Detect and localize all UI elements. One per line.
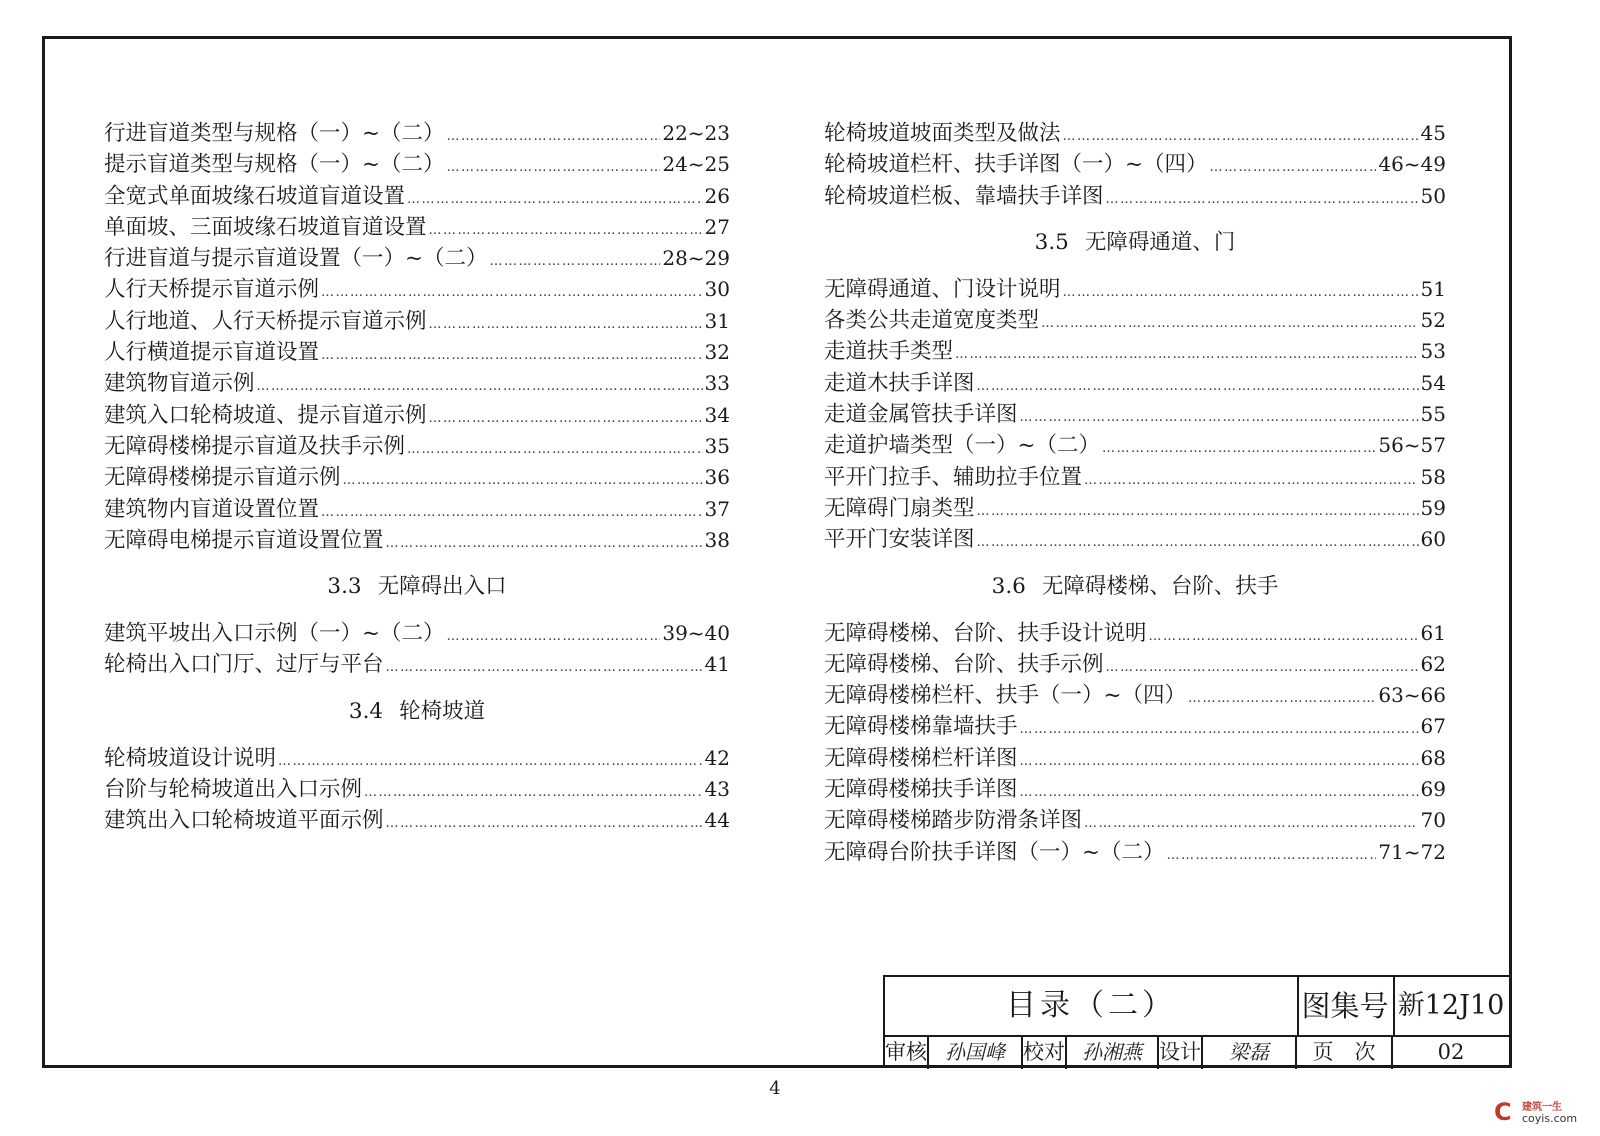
toc-entry-title: 建筑物内盲道设置位置 [104, 496, 320, 522]
toc-entry-page: 35 [704, 433, 730, 458]
toc-entry [824, 336, 1446, 367]
toc-entry-title: 无障碍楼梯提示盲道及扶手示例 [104, 433, 406, 459]
dot-leader [407, 184, 703, 215]
toc-entry [104, 400, 730, 431]
toc-entry-page: 52 [1420, 308, 1446, 333]
design-signature: 梁磊 [1203, 1035, 1297, 1069]
toc-entry [104, 494, 730, 525]
toc-entry [104, 368, 730, 399]
dot-leader [1020, 777, 1419, 808]
dot-leader [429, 309, 703, 340]
section-number: 3.5 [1034, 229, 1069, 255]
title-block-sign-row [885, 1035, 1509, 1069]
toc-entry [824, 743, 1446, 774]
toc-entry-title: 无障碍通道、门设计说明 [824, 276, 1061, 302]
toc-entry-title: 无障碍楼梯靠墙扶手 [824, 714, 1018, 740]
dot-leader [977, 527, 1419, 558]
dot-leader [257, 371, 703, 402]
toc-entry-title: 全宽式单面坡缘石坡道盲道设置 [104, 183, 406, 209]
toc-entry-title: 建筑入口轮椅坡道、提示盲道示例 [104, 402, 427, 428]
dot-leader [977, 496, 1419, 527]
dot-leader [1020, 746, 1419, 777]
toc-entry-title: 无障碍楼梯提示盲道示例 [104, 465, 341, 491]
toc-entry-title: 无障碍门扇类型 [824, 495, 975, 521]
dot-leader [343, 465, 703, 496]
toc-entry-page: 26 [704, 183, 730, 208]
toc-entry-title: 建筑出入口轮椅坡道平面示例 [104, 808, 384, 834]
dot-leader [386, 808, 703, 839]
dot-leader [955, 339, 1419, 370]
dot-leader [386, 652, 703, 683]
toc-entry-page: 63~66 [1378, 683, 1446, 708]
toc-entry-page: 28~29 [662, 246, 730, 271]
toc-entry-page: 46~49 [1378, 152, 1446, 177]
dot-leader [1167, 840, 1377, 871]
toc-entry [104, 462, 730, 493]
toc-entry-title: 无障碍电梯提示盲道设置位置 [104, 527, 384, 553]
dot-leader [321, 277, 703, 308]
toc-entry-title: 走道扶手类型 [824, 339, 954, 365]
toc-entry-title: 走道金属管扶手详图 [824, 402, 1018, 428]
watermark-url: coyis.com [1522, 1112, 1578, 1125]
dot-leader [447, 121, 661, 152]
toc-entry-title: 建筑物盲道示例 [104, 371, 255, 397]
dot-leader [364, 777, 703, 808]
toc-entry [824, 462, 1446, 493]
dot-leader [429, 215, 703, 246]
toc-entry [824, 837, 1446, 868]
dot-leader [278, 746, 703, 777]
toc-entry [104, 243, 730, 274]
toc-left-column [104, 118, 730, 837]
toc-entry-title: 无障碍楼梯踏步防滑条详图 [824, 808, 1083, 834]
toc-entry-title: 轮椅坡道栏板、靠墙扶手详图 [824, 183, 1104, 209]
toc-entry [824, 805, 1446, 836]
toc-entry [824, 524, 1446, 555]
toc-entry-title: 无障碍台阶扶手详图（一）~（二） [824, 839, 1165, 865]
dot-leader [1063, 121, 1419, 152]
section-title: 无障碍楼梯、台阶、扶手 [1041, 573, 1279, 599]
toc-entry-page: 36 [704, 465, 730, 490]
section-heading [104, 556, 730, 618]
toc-entry-title: 提示盲道类型与规格（一）~（二） [104, 152, 445, 178]
section-title: 无障碍出入口 [377, 574, 507, 600]
dot-leader [490, 246, 661, 277]
toc-entry-page: 51 [1420, 276, 1446, 301]
toc-entry-title: 人行天桥提示盲道示例 [104, 277, 320, 303]
toc-entry-page: 44 [704, 808, 730, 833]
toc-entry-title: 走道护墙类型（一）~（二） [824, 433, 1101, 459]
dot-leader [977, 371, 1419, 402]
watermark-name: 建筑一生 [1522, 1102, 1562, 1113]
section-number: 3.6 [991, 573, 1026, 599]
toc-entry [824, 618, 1446, 649]
title-block [883, 975, 1509, 1067]
toc-entry [104, 306, 730, 337]
toc-entry-page: 53 [1420, 339, 1446, 364]
toc-entry [104, 743, 730, 774]
toc-entry [824, 274, 1446, 305]
toc-entry-title: 无障碍楼梯扶手详图 [824, 777, 1018, 803]
toc-entry [104, 149, 730, 180]
toc-entry [824, 118, 1446, 149]
toc-entry-title: 人行地道、人行天桥提示盲道示例 [104, 308, 427, 334]
toc-entry-page: 27 [704, 214, 730, 239]
toc-entry [104, 618, 730, 649]
toc-entry [104, 649, 730, 680]
toc-entry-page: 68 [1420, 745, 1446, 770]
toc-entry [104, 181, 730, 212]
toc-entry [104, 774, 730, 805]
toc-entry [824, 399, 1446, 430]
dot-leader [447, 621, 661, 652]
toc-entry [824, 711, 1446, 742]
toc-entry-page: 32 [704, 340, 730, 365]
toc-entry-page: 70 [1420, 808, 1446, 833]
toc-entry-title: 无障碍楼梯栏杆、扶手（一）~（四） [824, 683, 1187, 709]
toc-entry [104, 525, 730, 556]
toc-entry-page: 41 [704, 652, 730, 677]
dot-leader [1149, 621, 1419, 652]
dot-leader [386, 528, 703, 559]
section-title: 无障碍通道、门 [1084, 229, 1236, 255]
toc-entry [824, 181, 1446, 212]
toc-entry-page: 62 [1420, 651, 1446, 676]
section-heading [104, 681, 730, 743]
section-number: 3.3 [327, 574, 362, 600]
dot-leader [1063, 277, 1419, 308]
atlas-number: 新12J10 [1397, 990, 1505, 1021]
drawing-title: 目录（二） [885, 977, 1299, 1035]
dot-leader [447, 152, 661, 183]
toc-entry-title: 人行横道提示盲道设置 [104, 340, 320, 366]
watermark-logo-icon: C [1494, 1098, 1512, 1126]
toc-entry-title: 轮椅出入口门厅、过厅与平台 [104, 652, 384, 678]
watermark [1494, 1096, 1598, 1128]
toc-entry-title: 平开门拉手、辅助拉手位置 [824, 464, 1083, 490]
toc-entry-page: 55 [1420, 402, 1446, 427]
check-signature: 孙湘燕 [1067, 1035, 1159, 1069]
toc-entry-page: 22~23 [662, 121, 730, 145]
toc-entry-page: 37 [704, 496, 730, 521]
dot-leader [321, 497, 703, 528]
section-number: 3.4 [348, 698, 384, 724]
check-label: 校对 [1023, 1035, 1067, 1069]
toc-entry-page: 38 [704, 527, 730, 552]
dot-leader [321, 340, 703, 371]
toc-entry-title: 建筑平坡出入口示例（一）~（二） [104, 621, 445, 647]
dot-leader [1084, 808, 1419, 839]
toc-entry [824, 368, 1446, 399]
toc-entry [824, 305, 1446, 336]
toc-entry [104, 274, 730, 305]
toc-entry-page: 43 [704, 777, 730, 802]
toc-entry [104, 805, 730, 836]
review-signature: 孙国峰 [929, 1035, 1023, 1069]
toc-entry-title: 台阶与轮椅坡道出入口示例 [104, 777, 363, 803]
toc-entry [104, 118, 730, 149]
section-title: 轮椅坡道 [399, 698, 486, 724]
toc-entry-title: 无障碍楼梯栏杆详图 [824, 745, 1018, 771]
toc-entry-page: 60 [1420, 527, 1446, 552]
dot-leader [1041, 308, 1419, 339]
toc-entry [104, 337, 730, 368]
toc-entry-page: 61 [1420, 620, 1446, 645]
page-label: 页 次 [1297, 1035, 1393, 1069]
toc-entry [824, 493, 1446, 524]
title-block-top-row [885, 977, 1509, 1037]
toc-entry-page: 31 [704, 308, 730, 333]
toc-entry-page: 59 [1420, 495, 1446, 520]
review-label: 审核 [885, 1035, 929, 1069]
toc-entry-title: 平开门安装详图 [824, 527, 975, 553]
toc-entry-page: 58 [1420, 464, 1446, 489]
toc-entry-page: 45 [1420, 121, 1446, 145]
toc-entry-page: 69 [1420, 777, 1446, 802]
toc-entry-page: 30 [704, 277, 730, 302]
toc-entry [824, 649, 1446, 680]
dot-leader [1106, 652, 1419, 683]
toc-entry-title: 行进盲道类型与规格（一）~（二） [104, 121, 445, 146]
dot-leader [1102, 433, 1376, 464]
atlas-number-label: 图集号 [1297, 977, 1395, 1035]
toc-entry [104, 431, 730, 462]
design-label: 设计 [1159, 1035, 1203, 1069]
toc-entry-title: 轮椅坡道坡面类型及做法 [824, 121, 1061, 146]
toc-entry [104, 212, 730, 243]
toc-entry-page: 34 [704, 402, 730, 427]
dot-leader [429, 403, 703, 434]
toc-entry [824, 774, 1446, 805]
sheet-page-number: 02 [1437, 1040, 1465, 1064]
dot-leader [1020, 714, 1419, 745]
toc-entry-title: 行进盲道与提示盲道设置（一）~（二） [104, 246, 488, 272]
toc-entry-title: 无障碍楼梯、台阶、扶手设计说明 [824, 620, 1147, 646]
page-number: 4 [769, 1078, 781, 1099]
toc-entry-title: 各类公共走道宽度类型 [824, 308, 1040, 334]
toc-entry-title: 走道木扶手详图 [824, 370, 975, 396]
section-heading [824, 212, 1446, 274]
toc-entry [824, 430, 1446, 461]
toc-entry-page: 24~25 [662, 152, 730, 177]
toc-entry-title: 无障碍楼梯、台阶、扶手示例 [824, 651, 1104, 677]
toc-entry [824, 149, 1446, 180]
dot-leader [407, 434, 703, 465]
dot-leader [1188, 683, 1376, 714]
toc-entry-page: 42 [704, 745, 730, 770]
dot-leader [1084, 465, 1419, 496]
toc-entry [824, 680, 1446, 711]
toc-entry-page: 71~72 [1378, 839, 1446, 864]
section-heading [824, 556, 1446, 618]
toc-entry-page: 56~57 [1378, 433, 1446, 458]
toc-entry-page: 54 [1420, 370, 1446, 395]
toc-entry-title: 轮椅坡道栏杆、扶手详图（一）~（四） [824, 152, 1208, 178]
toc-entry-page: 33 [704, 371, 730, 396]
toc-entry-page: 50 [1420, 183, 1446, 208]
dot-leader [1210, 152, 1377, 183]
dot-leader [1106, 184, 1419, 215]
toc-right-column [824, 118, 1446, 868]
toc-entry-page: 39~40 [662, 621, 730, 646]
toc-entry-page: 67 [1420, 714, 1446, 739]
toc-entry-title: 单面坡、三面坡缘石坡道盲道设置 [104, 214, 427, 240]
dot-leader [1020, 402, 1419, 433]
toc-entry-title: 轮椅坡道设计说明 [104, 745, 277, 771]
